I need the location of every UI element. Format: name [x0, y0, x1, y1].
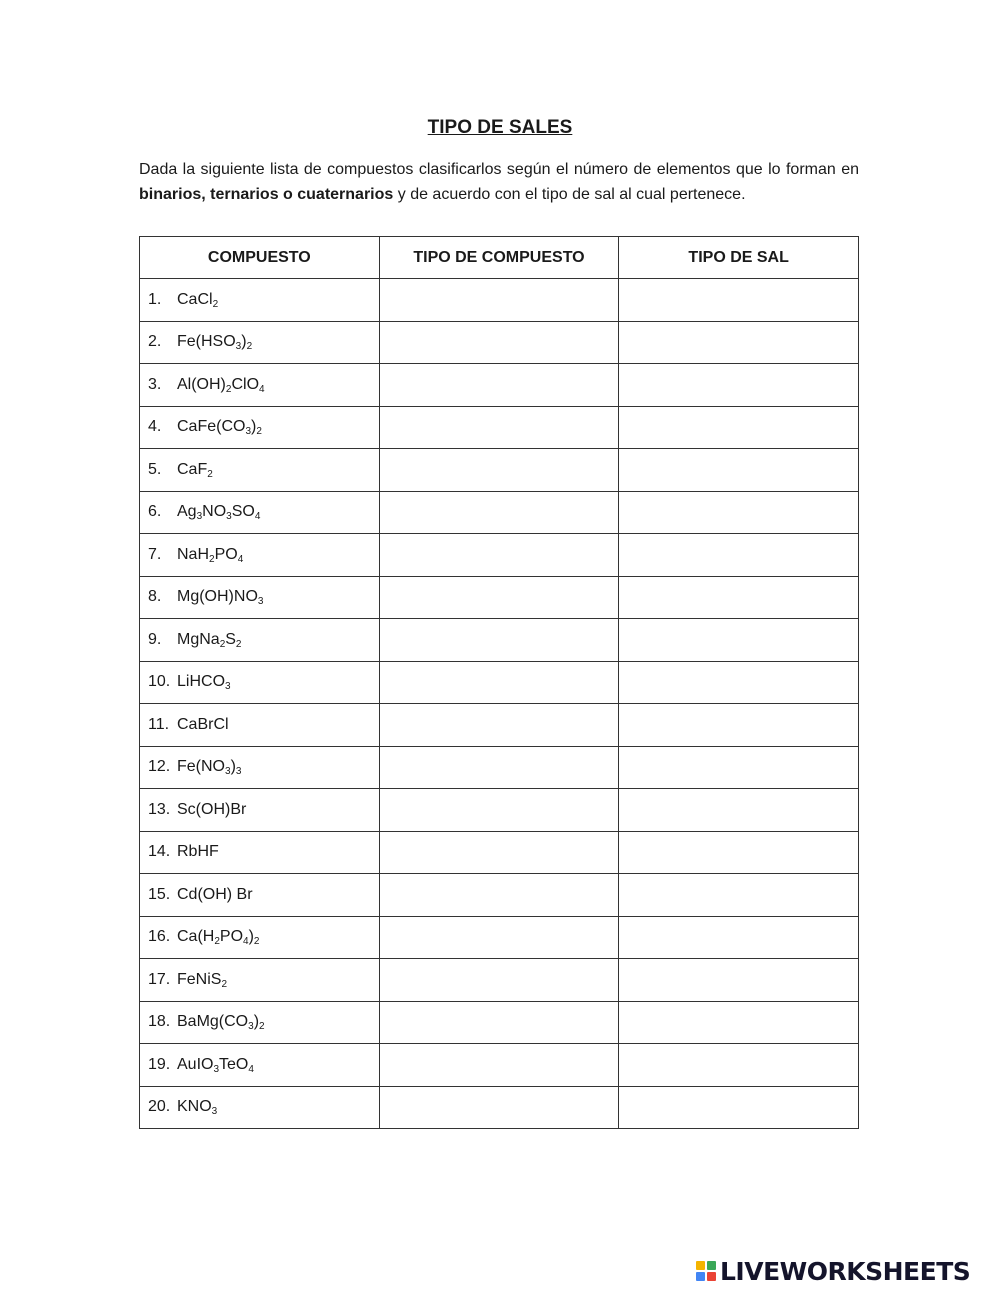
compound-cell — [140, 959, 380, 1002]
compound-cell — [140, 619, 380, 662]
compound-formula — [177, 843, 219, 860]
formula-subscript: 3 — [211, 1106, 218, 1118]
instructions-bold: binarios, ternarios o cuaternarios — [139, 186, 394, 203]
table-row — [140, 1001, 859, 1044]
formula-text: ClO — [231, 375, 260, 393]
table-row — [140, 789, 859, 832]
tipo-compuesto-cell[interactable] — [379, 449, 619, 492]
formula-text: Al(OH) — [177, 375, 226, 393]
table-row — [140, 279, 859, 322]
logo-block-l — [696, 1261, 705, 1270]
compound-formula — [177, 376, 265, 393]
formula-subscript: 3 — [235, 341, 242, 353]
compound-formula — [177, 801, 246, 818]
tipo-sal-cell[interactable] — [619, 1086, 859, 1129]
logo-text: LIVEWORKSHEETS — [720, 1256, 971, 1286]
row-number: 2. — [148, 333, 162, 351]
tipo-compuesto-cell[interactable] — [379, 364, 619, 407]
compound-cell — [140, 874, 380, 917]
logo-blocks-icon — [696, 1261, 716, 1281]
compound-formula — [177, 673, 231, 693]
formula-subscript: 2 — [207, 468, 213, 480]
compound-formula — [177, 1056, 254, 1073]
table-row — [140, 1044, 859, 1087]
table-row — [140, 831, 859, 874]
tipo-sal-cell[interactable] — [619, 364, 859, 407]
row-number: 4. — [148, 418, 162, 436]
tipo-compuesto-cell[interactable] — [379, 746, 619, 789]
formula-text: AuIO — [177, 1055, 214, 1073]
tipo-compuesto-cell[interactable] — [379, 406, 619, 449]
formula-text: S — [225, 630, 236, 648]
table-header-row — [140, 237, 859, 279]
table-row — [140, 1086, 859, 1129]
table-row — [140, 746, 859, 789]
row-number: 11. — [148, 715, 170, 733]
compound-formula — [177, 588, 264, 608]
tipo-sal-cell[interactable] — [619, 576, 859, 619]
formula-text: ) — [248, 928, 254, 946]
tipo-compuesto-cell[interactable] — [379, 491, 619, 534]
compound-formula — [177, 758, 242, 778]
page-title-text: TIPO DE SALES — [427, 117, 573, 138]
row-number: 1. — [148, 290, 162, 308]
header-tipo-sal: TIPO DE SAL — [619, 237, 859, 279]
formula-text: CaF — [177, 460, 208, 478]
tipo-sal-cell[interactable] — [619, 406, 859, 449]
formula-subscript: 2 — [214, 936, 220, 948]
row-number: 7. — [148, 545, 162, 563]
row-number: 17. — [148, 970, 171, 988]
compound-cell — [140, 279, 380, 322]
logo-block-i — [707, 1261, 716, 1270]
row-number: 16. — [148, 928, 171, 946]
formula-subscript: 2 — [235, 638, 242, 650]
table-row — [140, 406, 859, 449]
formula-subscript: 2 — [246, 341, 253, 353]
formula-text: ) — [253, 1013, 260, 1031]
compound-cell — [140, 1044, 380, 1087]
formula-text: ) — [241, 333, 247, 351]
formula-subscript: 2 — [259, 1021, 265, 1033]
formula-text: LiHCO — [177, 673, 226, 691]
compound-cell — [140, 406, 380, 449]
formula-text: ) — [251, 418, 257, 436]
compound-formula — [177, 971, 227, 988]
row-number: 10. — [148, 673, 171, 691]
tipo-compuesto-cell[interactable] — [379, 789, 619, 832]
compound-cell — [140, 534, 380, 577]
tipo-sal-cell[interactable] — [619, 279, 859, 322]
tipo-sal-cell[interactable] — [619, 916, 859, 959]
tipo-sal-cell[interactable] — [619, 449, 859, 492]
formula-text: PO — [214, 545, 238, 563]
tipo-compuesto-cell[interactable] — [379, 916, 619, 959]
formula-subscript: 2 — [253, 936, 260, 948]
page-title — [0, 117, 1000, 139]
tipo-compuesto-cell[interactable] — [379, 1044, 619, 1087]
formula-subscript: 2 — [225, 383, 232, 395]
formula-text: MgNa — [177, 630, 220, 648]
compound-formula — [177, 1013, 265, 1033]
row-number: 8. — [148, 588, 162, 606]
compound-cell — [140, 449, 380, 492]
formula-text: Sc(OH)Br — [177, 800, 247, 818]
formula-text: Mg(OH)NO — [177, 588, 258, 606]
formula-subscript: 2 — [219, 638, 226, 650]
tipo-sal-cell[interactable] — [619, 321, 859, 364]
formula-text: Cd(OH) Br — [177, 885, 253, 903]
compound-cell — [140, 491, 380, 534]
formula-text: CaFe(CO — [177, 418, 246, 436]
row-number: 13. — [148, 800, 171, 818]
tipo-sal-cell[interactable] — [619, 534, 859, 577]
formula-text: BaMg(CO — [177, 1013, 249, 1031]
formula-text: NO — [202, 503, 227, 521]
tipo-compuesto-cell[interactable] — [379, 959, 619, 1002]
tipo-sal-cell[interactable] — [619, 491, 859, 534]
table-row — [140, 959, 859, 1002]
table-row — [140, 449, 859, 492]
tipo-compuesto-cell[interactable] — [379, 576, 619, 619]
formula-subscript: 3 — [213, 1063, 220, 1075]
row-number: 9. — [148, 630, 162, 648]
compound-formula — [177, 461, 213, 478]
formula-text: NaH — [177, 545, 210, 563]
formula-subscript: 3 — [257, 596, 264, 608]
header-compuesto: COMPUESTO — [140, 237, 380, 279]
row-number: 18. — [148, 1013, 171, 1031]
compounds-table — [139, 236, 859, 1129]
table-row — [140, 491, 859, 534]
tipo-sal-cell[interactable] — [619, 874, 859, 917]
formula-subscript: 4 — [248, 1063, 254, 1075]
compound-cell — [140, 789, 380, 832]
tipo-compuesto-cell[interactable] — [379, 619, 619, 662]
compound-formula — [177, 631, 241, 648]
compound-formula — [177, 333, 253, 353]
formula-subscript: 4 — [254, 511, 261, 523]
formula-text: TeO — [219, 1055, 249, 1073]
formula-subscript: 2 — [209, 553, 215, 565]
row-number: 12. — [148, 758, 171, 776]
compound-formula — [177, 546, 243, 563]
compound-cell — [140, 576, 380, 619]
tipo-compuesto-cell[interactable] — [379, 1086, 619, 1129]
formula-text: CaBrCl — [177, 715, 229, 733]
tipo-compuesto-cell[interactable] — [379, 321, 619, 364]
compound-cell — [140, 916, 380, 959]
logo-block-e — [707, 1272, 716, 1281]
table-row — [140, 916, 859, 959]
formula-subscript: 3 — [196, 511, 203, 523]
formula-subscript: 2 — [256, 426, 262, 438]
compound-cell — [140, 661, 380, 704]
formula-subscript: 4 — [259, 383, 265, 395]
formula-subscript: 2 — [221, 978, 228, 990]
formula-text: CaCl — [177, 290, 213, 308]
tipo-compuesto-cell[interactable] — [379, 534, 619, 577]
tipo-compuesto-cell[interactable] — [379, 661, 619, 704]
tipo-compuesto-cell[interactable] — [379, 874, 619, 917]
tipo-sal-cell[interactable] — [619, 789, 859, 832]
table-row — [140, 704, 859, 747]
table-row — [140, 321, 859, 364]
formula-subscript: 2 — [212, 298, 219, 310]
table-row — [140, 619, 859, 662]
compound-formula — [177, 1098, 218, 1118]
compound-cell — [140, 364, 380, 407]
tipo-compuesto-cell[interactable] — [379, 831, 619, 874]
formula-text: RbHF — [177, 843, 219, 861]
tipo-sal-cell[interactable] — [619, 746, 859, 789]
formula-text: PO — [219, 928, 244, 946]
tipo-sal-cell[interactable] — [619, 1044, 859, 1087]
formula-text: Fe(NO — [177, 758, 225, 776]
row-number: 5. — [148, 460, 162, 478]
tipo-compuesto-cell[interactable] — [379, 279, 619, 322]
tipo-sal-cell[interactable] — [619, 831, 859, 874]
tipo-sal-cell[interactable] — [619, 1001, 859, 1044]
instructions-part1: Dada la siguiente lista de compuestos clasificarlos según el número de elementos que lo forman en — [139, 161, 859, 178]
formula-text: Ag — [177, 503, 197, 521]
compound-formula — [177, 716, 229, 733]
compound-formula — [177, 291, 218, 308]
table-row — [140, 364, 859, 407]
header-tipo-compuesto: TIPO DE COMPUESTO — [379, 237, 619, 279]
formula-text: KNO — [177, 1098, 212, 1116]
formula-subscript: 4 — [243, 936, 249, 948]
table-row — [140, 576, 859, 619]
liveworksheets-logo — [696, 1255, 970, 1287]
formula-text: Fe(HSO — [177, 333, 236, 351]
row-number: 14. — [148, 843, 171, 861]
table-row — [140, 534, 859, 577]
compound-cell — [140, 1086, 380, 1129]
compound-cell — [140, 746, 380, 789]
formula-subscript: 3 — [225, 766, 231, 778]
instructions-part2: y de acuerdo con el tipo de sal al cual pertenece. — [393, 186, 746, 203]
logo-block-v — [696, 1272, 705, 1281]
table-body — [140, 279, 859, 1129]
compound-formula — [177, 928, 260, 948]
compound-formula — [177, 503, 261, 523]
formula-text: SO — [231, 503, 255, 521]
formula-subscript: 3 — [245, 426, 252, 438]
formula-subscript: 3 — [248, 1021, 254, 1033]
formula-text: FeNiS — [177, 970, 222, 988]
tipo-sal-cell[interactable] — [619, 661, 859, 704]
tipo-sal-cell[interactable] — [619, 959, 859, 1002]
formula-subscript: 3 — [225, 681, 231, 693]
tipo-compuesto-cell[interactable] — [379, 704, 619, 747]
formula-text: ) — [230, 758, 236, 776]
instructions — [139, 157, 859, 207]
row-number: 6. — [148, 503, 162, 521]
table-row — [140, 661, 859, 704]
compound-formula — [177, 886, 253, 903]
compound-cell — [140, 831, 380, 874]
compound-cell — [140, 704, 380, 747]
formula-subscript: 3 — [235, 766, 242, 778]
compound-cell — [140, 1001, 380, 1044]
row-number: 15. — [148, 885, 171, 903]
row-number: 20. — [148, 1098, 171, 1116]
compound-cell — [140, 321, 380, 364]
formula-subscript: 3 — [226, 511, 232, 523]
formula-subscript: 4 — [237, 553, 244, 565]
row-number: 3. — [148, 375, 162, 393]
row-number: 19. — [148, 1055, 171, 1073]
table-row — [140, 874, 859, 917]
formula-text: Ca(H — [177, 928, 215, 946]
tipo-sal-cell[interactable] — [619, 704, 859, 747]
tipo-compuesto-cell[interactable] — [379, 1001, 619, 1044]
tipo-sal-cell[interactable] — [619, 619, 859, 662]
compound-formula — [177, 418, 262, 438]
